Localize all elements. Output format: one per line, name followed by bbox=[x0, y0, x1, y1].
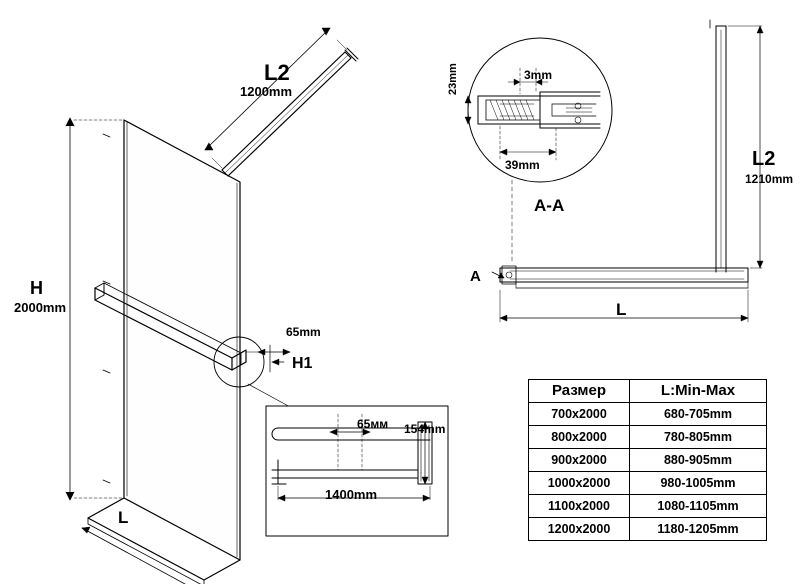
table-cell-range: 1180-1205mm bbox=[630, 518, 767, 541]
label-154mm: 154mm bbox=[404, 422, 446, 436]
label-l-right-bottom: L bbox=[616, 300, 627, 319]
table-row bbox=[529, 426, 767, 449]
label-65mm-inset: 65мм bbox=[357, 417, 389, 431]
table-row bbox=[529, 495, 767, 518]
label-39mm: 39mm bbox=[505, 158, 540, 172]
table-cell-size: 800x2000 bbox=[529, 426, 630, 449]
label-3mm: 3mm bbox=[524, 68, 553, 82]
table-cell-size: 700x2000 bbox=[529, 403, 630, 426]
label-l2-right: L2 bbox=[752, 148, 776, 170]
label-l2-top: L2 bbox=[264, 60, 290, 85]
label-23mm: 23mm bbox=[447, 63, 459, 95]
label-l2-right-value: 1210mm bbox=[745, 172, 794, 186]
label-l2-top-value: 1200mm bbox=[240, 84, 293, 99]
table-header-size: Размер bbox=[529, 380, 630, 403]
label-h1: H1 bbox=[292, 355, 313, 372]
table-cell-range: 780-805mm bbox=[630, 426, 767, 449]
label-section-marker-a: A bbox=[470, 268, 481, 285]
table-row bbox=[529, 518, 767, 541]
size-table bbox=[528, 379, 767, 541]
label-section-aa: A-A bbox=[534, 196, 565, 215]
table-cell-range: 980-1005mm bbox=[630, 472, 767, 495]
table-cell-size: 1200x2000 bbox=[529, 518, 630, 541]
table-cell-size: 1100x2000 bbox=[529, 495, 630, 518]
table-row bbox=[529, 449, 767, 472]
label-h-left-value: 2000mm bbox=[14, 300, 67, 315]
table-cell-range: 880-905mm bbox=[630, 449, 767, 472]
label-65mm-callout: 65mm bbox=[286, 325, 321, 339]
table-cell-range: 680-705mm bbox=[630, 403, 767, 426]
table-cell-size: 900x2000 bbox=[529, 449, 630, 472]
label-h-left: H bbox=[30, 278, 43, 298]
label-1400mm: 1400mm bbox=[325, 487, 378, 502]
table-header-row bbox=[529, 380, 767, 403]
table-row bbox=[529, 403, 767, 426]
table-header-range: L:Min-Max bbox=[630, 380, 767, 403]
table-row bbox=[529, 472, 767, 495]
table-cell-size: 1000x2000 bbox=[529, 472, 630, 495]
table-cell-range: 1080-1105mm bbox=[630, 495, 767, 518]
label-l-bottom-left: L bbox=[118, 508, 129, 527]
